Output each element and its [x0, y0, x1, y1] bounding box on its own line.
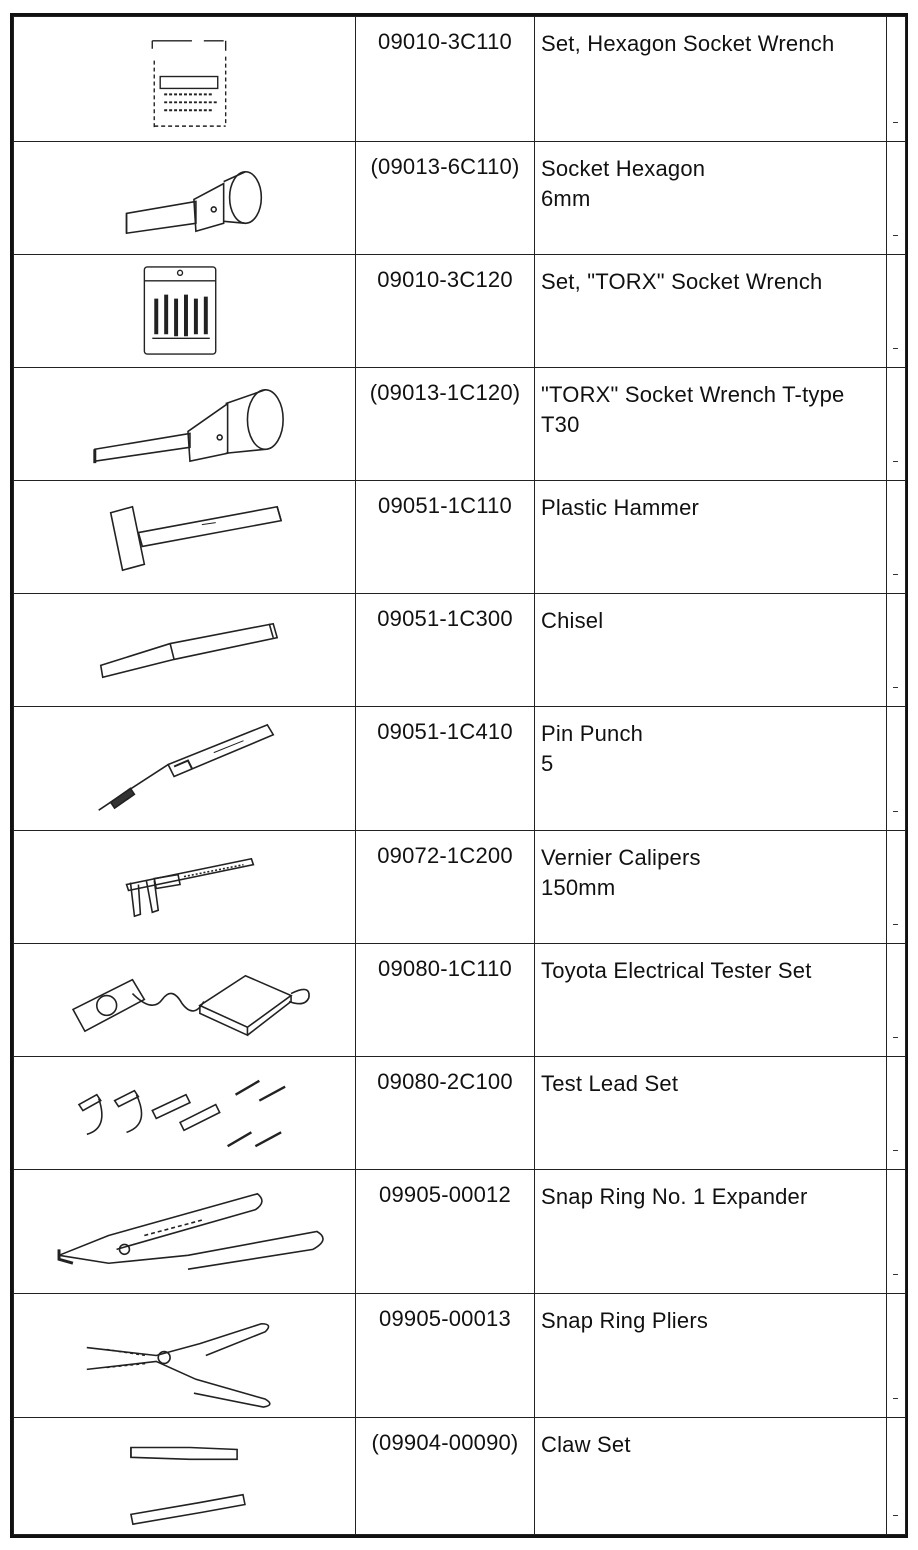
remark-dash [893, 235, 898, 237]
part-number: 09905-00013 [356, 1294, 535, 1418]
tool-name-line2: 150mm [541, 875, 616, 900]
claw-set-icon [14, 1418, 356, 1534]
tool-illustration-cell [14, 368, 356, 481]
table-row [14, 142, 906, 255]
tool-name-line2: T30 [541, 412, 580, 437]
tool-illustration-cell [14, 831, 356, 944]
torx-socket-icon [14, 368, 356, 480]
pin-punch-icon [14, 707, 356, 830]
remark-cell [887, 1057, 906, 1170]
part-number: 09080-1C110 [356, 944, 535, 1057]
remark-cell [887, 17, 906, 142]
plastic-hammer-icon [14, 481, 356, 593]
tool-illustration-cell [14, 1057, 356, 1170]
tool-name-line1: Toyota Electrical Tester Set [541, 958, 812, 983]
snap-ring-pliers-icon [14, 1294, 356, 1417]
table-row [14, 481, 906, 594]
remark-dash [893, 1515, 898, 1517]
remark-dash [893, 122, 898, 124]
part-number: 09010-3C110 [356, 17, 535, 142]
remark-cell [887, 944, 906, 1057]
remark-dash [893, 1274, 898, 1276]
table-row [14, 831, 906, 944]
tool-illustration-cell [14, 1170, 356, 1294]
table-row [14, 1170, 906, 1294]
table-row [14, 594, 906, 707]
tool-name [535, 368, 887, 481]
tool-name-line1: Snap Ring No. 1 Expander [541, 1184, 808, 1209]
tool-illustration-cell [14, 255, 356, 368]
part-number: 09010-3C120 [356, 255, 535, 368]
chisel-icon [14, 594, 356, 706]
torx-socket-set-icon [14, 255, 356, 367]
hexagon-socket-set-icon [14, 17, 356, 141]
test-lead-set-icon [14, 1057, 356, 1169]
remark-cell [887, 594, 906, 707]
tool-name-line1: Socket Hexagon [541, 156, 706, 181]
remark-cell [887, 142, 906, 255]
tool-illustration-cell [14, 944, 356, 1057]
table-row [14, 1057, 906, 1170]
part-number: (09013-1C120) [356, 368, 535, 481]
remark-dash [893, 1150, 898, 1152]
electrical-tester-icon [14, 944, 356, 1056]
part-number: 09051-1C110 [356, 481, 535, 594]
tool-name [535, 1294, 887, 1418]
part-number: 09051-1C300 [356, 594, 535, 707]
tool-illustration-cell [14, 1418, 356, 1535]
tool-name-line1: Plastic Hammer [541, 495, 700, 520]
table-row [14, 255, 906, 368]
tool-name [535, 255, 887, 368]
part-number: 09051-1C410 [356, 707, 535, 831]
tool-name [535, 1057, 887, 1170]
tool-name-line2: 5 [541, 751, 554, 776]
remark-cell [887, 1170, 906, 1294]
table-row [14, 1294, 906, 1418]
table-row [14, 368, 906, 481]
part-number: 09072-1C200 [356, 831, 535, 944]
part-number: 09905-00012 [356, 1170, 535, 1294]
tool-table [13, 16, 906, 1535]
tool-name [535, 944, 887, 1057]
tool-name-line2: 6mm [541, 186, 591, 211]
vernier-calipers-icon [14, 831, 356, 943]
tool-illustration-cell [14, 594, 356, 707]
tool-name-line1: Snap Ring Pliers [541, 1308, 709, 1333]
remark-cell [887, 481, 906, 594]
remark-cell [887, 831, 906, 944]
table-row [14, 944, 906, 1057]
tool-name [535, 481, 887, 594]
tool-illustration-cell [14, 1294, 356, 1418]
remark-cell [887, 1418, 906, 1535]
remark-dash [893, 1398, 898, 1400]
tool-name-line1: Test Lead Set [541, 1071, 679, 1096]
remark-dash [893, 348, 898, 350]
part-number: (09013-6C110) [356, 142, 535, 255]
tool-name-line1: Vernier Calipers [541, 845, 701, 870]
remark-cell [887, 1294, 906, 1418]
tool-name-line1: "TORX" Socket Wrench T-type [541, 382, 845, 407]
part-number: 09080-2C100 [356, 1057, 535, 1170]
tool-name-line1: Pin Punch [541, 721, 644, 746]
part-number: (09904-00090) [356, 1418, 535, 1535]
tool-illustration-cell [14, 481, 356, 594]
table-row [14, 1418, 906, 1535]
tool-name [535, 1418, 887, 1535]
tool-name [535, 707, 887, 831]
tool-name-line1: Set, "TORX" Socket Wrench [541, 269, 823, 294]
tool-illustration-cell [14, 17, 356, 142]
remark-cell [887, 255, 906, 368]
tool-list-sheet [10, 13, 908, 1538]
table-row [14, 707, 906, 831]
tool-name-line1: Claw Set [541, 1432, 631, 1457]
tool-name [535, 142, 887, 255]
table-row [14, 17, 906, 142]
remark-dash [893, 461, 898, 463]
tool-name [535, 1170, 887, 1294]
remark-dash [893, 924, 898, 926]
hex-socket-icon [14, 142, 356, 254]
tool-illustration-cell [14, 142, 356, 255]
remark-cell [887, 368, 906, 481]
remark-dash [893, 811, 898, 813]
remark-dash [893, 1037, 898, 1039]
tool-name [535, 17, 887, 142]
remark-dash [893, 687, 898, 689]
remark-dash [893, 574, 898, 576]
tool-name-line1: Chisel [541, 608, 604, 633]
tool-name [535, 594, 887, 707]
remark-cell [887, 707, 906, 831]
tool-name [535, 831, 887, 944]
snap-ring-expander-icon [14, 1170, 356, 1293]
tool-illustration-cell [14, 707, 356, 831]
tool-name-line1: Set, Hexagon Socket Wrench [541, 31, 835, 56]
